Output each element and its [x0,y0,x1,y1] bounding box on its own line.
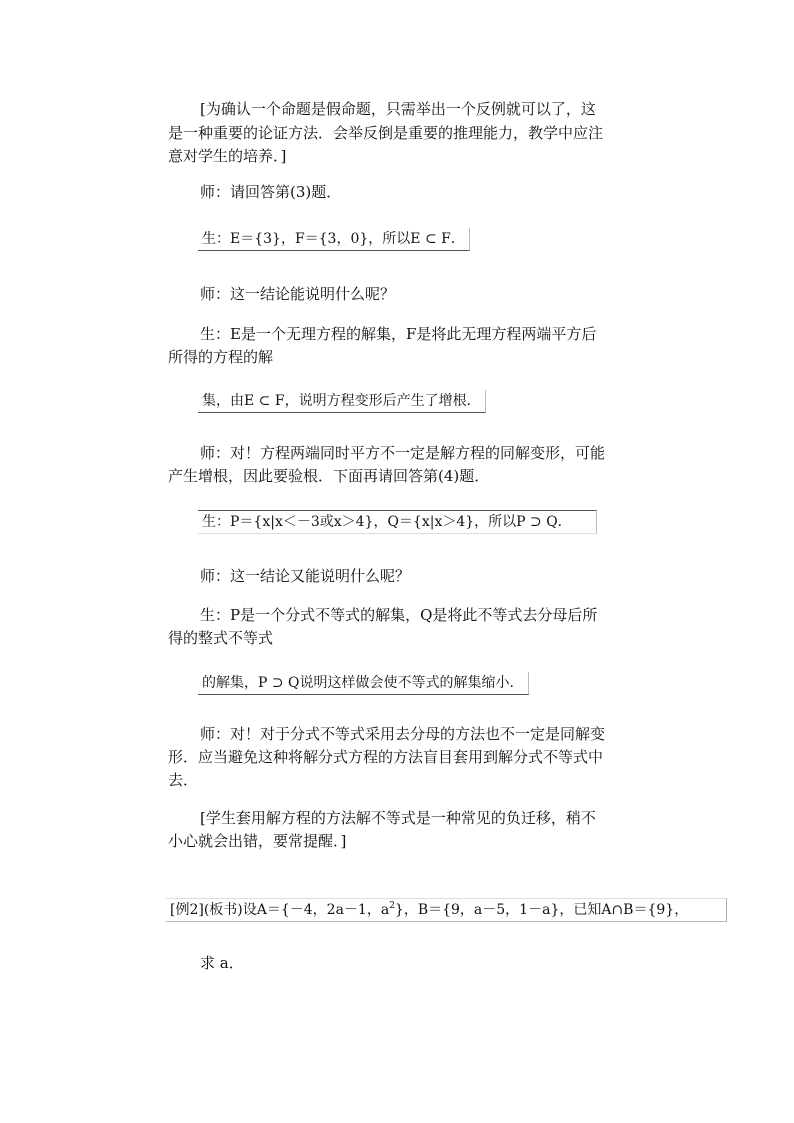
teacher5-line2: 形．应当避免这种将解分式方程的方法盲目套用到解分式不等式中 [168,748,604,766]
student4-boxed-line: 的解集，P ⊃ Q说明这样做会使不等式的解集缩小． [198,672,529,695]
student4-line1: 生：P是一个分式不等式的解集，Q是将此不等式去分母后所 [200,606,598,624]
example2-part2: }，B＝{9，a－5，1－a}，已知A∩B＝{9}， [394,902,689,918]
example2-superscript: 2 [389,901,395,911]
note1-line3: 意对学生的培养．] [168,147,287,165]
student2-line2: 所得的方程的解 [168,348,274,366]
example2-part1: [例2](板书)设A＝{－4，2a－1，a [170,902,390,918]
note2-line1: [学生套用解方程的方法解不等式是一种常见的负迁移，稍不 [200,809,596,827]
ask-text: 求 a． [200,954,244,972]
student2-line1: 生：E是一个无理方程的解集，F是将此无理方程两端平方后 [200,325,597,343]
teacher2-text: 师：这一结论能说明什么呢？ [200,285,396,303]
student2-boxed-line: 集，由E ⊂ F，说明方程变形后产生了增根． [198,390,486,413]
teacher5-line3: 去． [168,771,199,789]
student4-line2: 得的整式不等式 [168,629,274,647]
student1-boxed-line: 生：E＝{3}，F＝{3，0}，所以E ⊂ F． [198,228,470,251]
teacher3-line1: 师：对！方程两端同时平方不一定是解方程的同解变形，可能 [200,444,606,462]
student3-boxed-line: 生：P＝{x|x＜－3或x＞4}，Q＝{x|x＞4}，所以P ⊃ Q． [198,510,597,534]
example2-statement [166,898,727,922]
teacher4-text: 师：这一结论又能说明什么呢？ [200,567,411,585]
teacher5-line1: 师：对！对于分式不等式采用去分母的方法也不一定是同解变 [200,725,606,743]
note1-line1: [为确认一个命题是假命题，只需举出一个反例就可以了，这 [200,100,596,118]
note2-line2: 小心就会出错，要常提醒．] [168,832,347,850]
teacher1-text: 师：请回答第(3)题． [200,183,342,201]
note1-line2: 是一种重要的论证方法．会举反倒是重要的推理能力，教学中应注 [168,124,604,142]
teacher3-line2: 产生增根，因此要验根．下面再请回答第(4)题． [168,467,490,485]
